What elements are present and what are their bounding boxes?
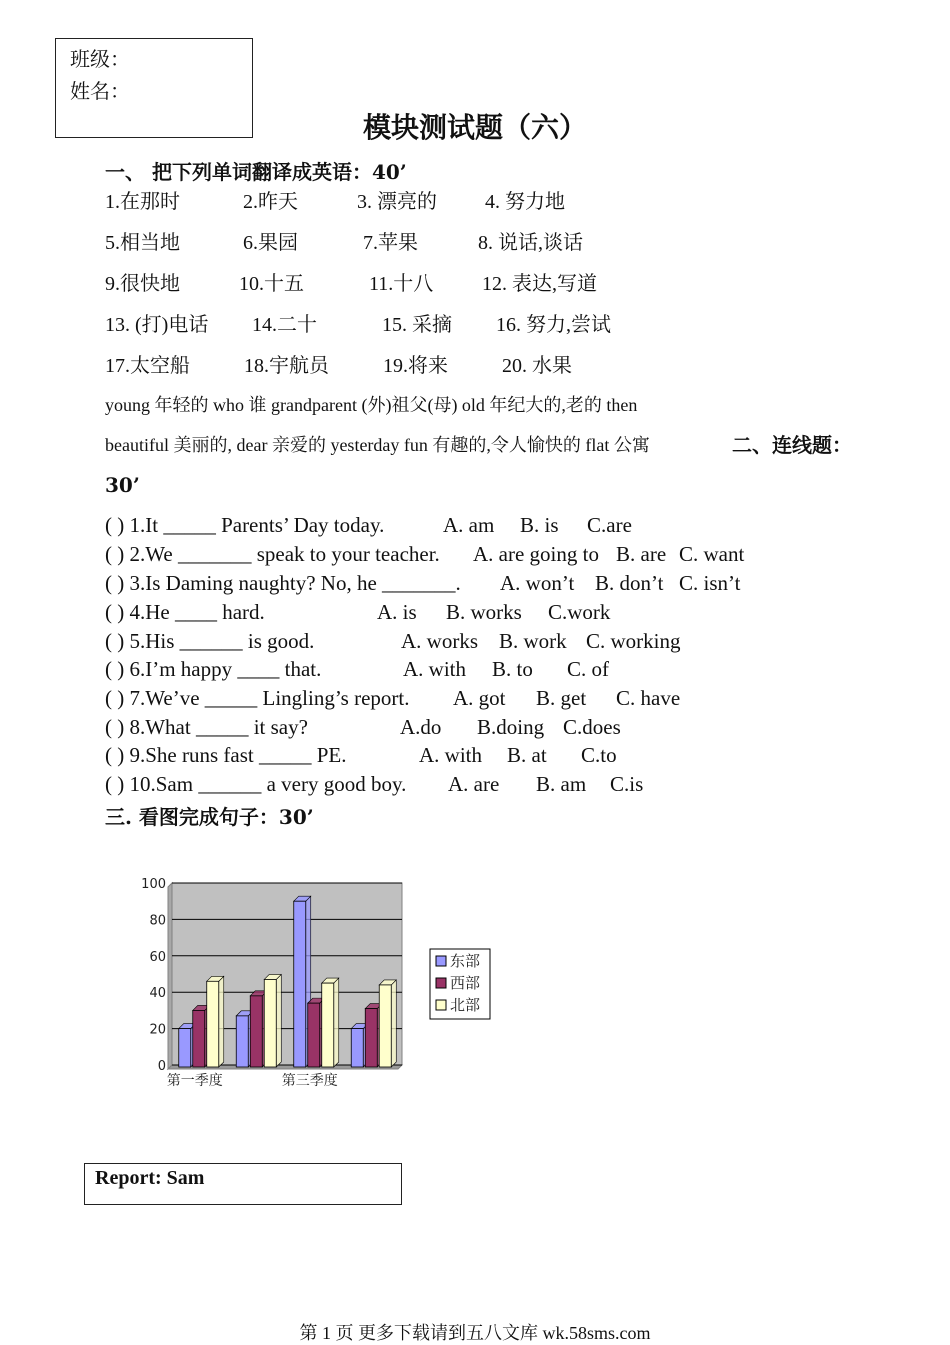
report-box: Report: Sam (84, 1163, 402, 1205)
bar (179, 1029, 191, 1067)
question-stem: ( ) 6.I’m happy ____ that. (105, 657, 322, 681)
option-c: C. isn’t (679, 571, 741, 595)
bar-side (391, 980, 396, 1067)
legend-swatch (436, 956, 446, 966)
vocab-item: 18.宇航员 (244, 355, 329, 377)
legend-swatch (436, 1000, 446, 1010)
option-c: C.to (581, 743, 617, 767)
legend-swatch (436, 978, 446, 988)
bar (193, 1010, 205, 1067)
vocab-item: 13. (打)电话 (105, 314, 209, 336)
option-a: A. works (401, 629, 478, 653)
legend-label: 北部 (450, 996, 481, 1014)
option-a: A. with (419, 743, 482, 767)
vocab-item: 2.昨天 (243, 191, 298, 213)
section2-score: 30’ (105, 473, 140, 497)
bar (236, 1016, 248, 1067)
vocab-item: 3. 漂亮的 (357, 191, 437, 213)
bar (207, 981, 219, 1067)
vocab-item: 7.苹果 (363, 232, 418, 254)
x-tick-label: 第三季度 (281, 1073, 338, 1089)
vocab-item: 6.果园 (243, 232, 298, 254)
word-list-line-2: beautiful 美丽的, dear 亲爱的 yesterday fun 有趣的,令人愉快的 flat 公寓 (105, 435, 650, 455)
option-c: C. working (586, 629, 681, 653)
option-b: B. don’t (595, 571, 664, 595)
option-b: B.doing (477, 715, 545, 739)
option-b: B. is (520, 513, 559, 537)
page-title: 模块测试题（六） (362, 111, 587, 144)
vocab-item: 17.太空船 (105, 355, 190, 377)
option-c: C. of (567, 657, 609, 681)
question-stem: ( ) 3.Is Daming naughty? No, he _______. (105, 571, 461, 595)
bar-side (276, 974, 281, 1067)
vocab-item: 15. 采摘 (382, 314, 452, 336)
question-stem: ( ) 2.We _______ speak to your teacher. (105, 542, 440, 566)
y-tick-label: 80 (149, 913, 166, 929)
option-a: A. with (403, 657, 466, 681)
bar-side (219, 976, 224, 1067)
option-a: A.do (400, 715, 442, 739)
legend-label: 东部 (450, 952, 481, 970)
option-b: B. to (492, 657, 533, 681)
option-a: A. am (443, 513, 495, 537)
plot-wall (168, 883, 172, 1069)
vocab-item: 11.十八 (369, 273, 434, 295)
bar (294, 901, 306, 1067)
x-tick-label: 第一季度 (166, 1073, 223, 1089)
section3-heading: 三. 看图完成句子：30’ (105, 805, 314, 829)
option-c: C. have (616, 686, 681, 710)
question-stem: ( ) 10.Sam ______ a very good boy. (105, 772, 407, 796)
y-tick-label: 0 (157, 1059, 166, 1074)
section2-heading: 二、连线题： (732, 433, 852, 457)
option-c: C.work (548, 600, 611, 624)
name-label: 姓名： (70, 79, 130, 103)
vocab-item: 14.二十 (252, 314, 317, 336)
vocab-item: 16. 努力,尝试 (496, 314, 611, 336)
y-tick-label: 20 (149, 1022, 166, 1038)
option-b: B. at (507, 743, 547, 767)
option-a: A. got (453, 686, 506, 710)
vocab-item: 20. 水果 (502, 355, 572, 377)
vocab-item: 19.将来 (383, 355, 448, 377)
option-b: B. work (499, 629, 567, 653)
option-a: A. are (448, 772, 500, 796)
word-list-line-1: young 年轻的 who 谁 grandparent (外)祖父(母) old 年纪大的,老的 then (105, 395, 638, 415)
question-stem: ( ) 9.She runs fast _____ PE. (105, 743, 347, 767)
vocab-item: 4. 努力地 (485, 191, 565, 213)
option-b: B. works (446, 600, 522, 624)
class-label: 班级： (70, 47, 130, 71)
y-tick-label: 60 (149, 949, 166, 965)
bar (322, 983, 334, 1067)
vocab-item: 1.在那时 (105, 191, 180, 213)
vocab-item: 9.很快地 (105, 273, 180, 295)
question-stem: ( ) 5.His ______ is good. (105, 629, 315, 653)
option-b: B. am (536, 772, 587, 796)
page-footer: 第 1 页 更多下载请到五八文库 wk.58sms.com (299, 1323, 651, 1343)
bar (308, 1003, 320, 1067)
legend-label: 西部 (450, 974, 481, 992)
bar (250, 996, 262, 1067)
section1-heading: 一、 把下列单词翻译成英语：40’ (105, 160, 407, 184)
vocab-item: 12. 表达,写道 (482, 273, 597, 295)
vocab-item: 10.十五 (239, 273, 304, 295)
option-c: C. want (679, 542, 745, 566)
bar (379, 985, 391, 1067)
vocab-item: 8. 说话,谈话 (478, 232, 583, 254)
bar-side (334, 978, 339, 1067)
bar (264, 979, 276, 1067)
y-tick-label: 40 (149, 986, 166, 1002)
bar (365, 1009, 377, 1067)
option-b: B. are (616, 542, 667, 566)
option-a: A. is (377, 600, 417, 624)
option-a: A. are going to (473, 542, 599, 566)
option-b: B. get (536, 686, 587, 710)
question-stem: ( ) 8.What _____ it say? (105, 715, 308, 739)
y-tick-label: 100 (141, 877, 166, 892)
bar (351, 1029, 363, 1067)
vocab-item: 5.相当地 (105, 232, 180, 254)
option-c: C.are (587, 513, 632, 537)
question-stem: ( ) 1.It _____ Parents’ Day today. (105, 513, 385, 537)
question-stem: ( ) 7.We’ve _____ Lingling’s report. (105, 686, 410, 710)
bar-chart (130, 870, 510, 1095)
option-a: A. won’t (500, 571, 575, 595)
question-stem: ( ) 4.He ____ hard. (105, 600, 265, 624)
option-c: C.is (610, 772, 644, 796)
option-c: C.does (563, 715, 621, 739)
